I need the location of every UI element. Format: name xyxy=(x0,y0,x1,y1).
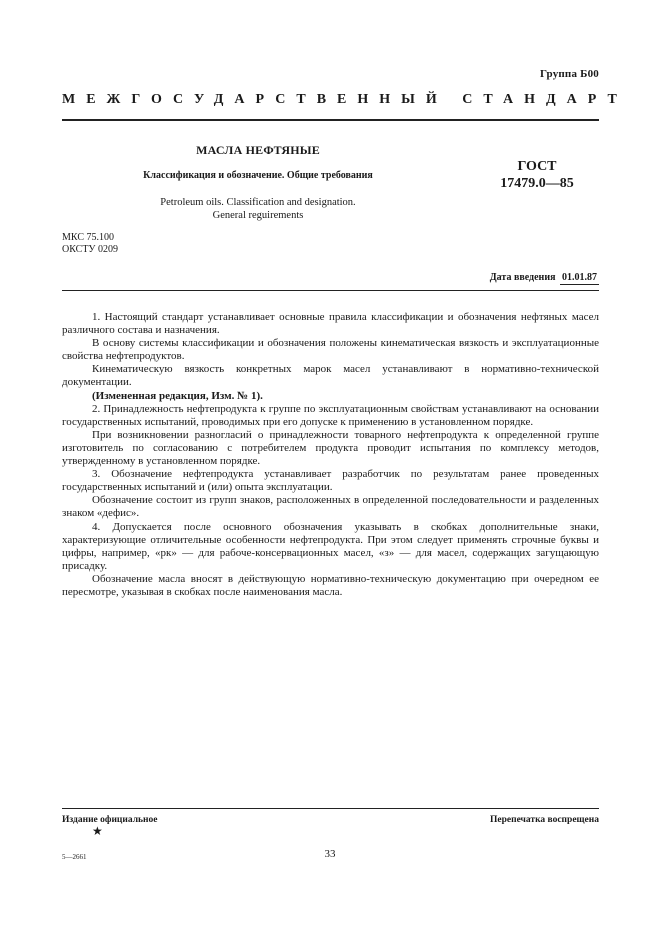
standard-designation xyxy=(482,158,592,192)
mks-code: МКС 75.100 xyxy=(62,232,114,243)
document-subtitle: Классификация и обозначение. Общие требования xyxy=(143,170,373,181)
print-code: 5—2661 xyxy=(62,853,87,861)
reprint-prohibited-label: Перепечатка воспрещена xyxy=(489,815,599,825)
date-divider xyxy=(62,290,599,291)
paragraph-1: 1. Настоящий стандарт устанавливает основные правила классификации и обозначения нефтяных масел различного состава и назначения. xyxy=(62,311,599,337)
paragraph-3: Кинематическую вязкость конкретных марок масел устанавливают в нормативно-технической документации. xyxy=(62,363,599,389)
paragraph-9: 4. Допускается после основного обозначения указывать в скобках дополнительные знаки, характеризующие отличительные особенности нефтепродукта. При этом следует применять строчные буквы и цифры, например, «рк» — для рабоче-консервационных масел, «з» — для масел, содержащих загущающую присадку. xyxy=(62,520,599,572)
standard-designation-prefix: ГОСТ xyxy=(517,159,557,174)
paragraph-5: 2. Принадлежность нефтепродукта к группе по эксплуатационным свойствам устанавливают на основании государственных испытаний, проводимых при его допуске к применению в установленном порядке. xyxy=(62,402,599,428)
star-icon: ★ xyxy=(92,824,103,838)
english-title-line-2: General reguirements xyxy=(212,210,304,221)
paragraph-7: 3. Обозначение нефтепродукта устанавливает разработчик по результатам ранее проведенных государственных испытаний и (или) опыта эксплуатации. xyxy=(62,468,599,494)
document-title: МАСЛА НЕФТЯНЫЕ xyxy=(196,143,320,157)
paragraph-6: При возникновении разногласий о принадлежности товарного нефтепродукта к определенной группе изготовитель по согласованию с потребителем продукта проводит испытания по комплексу методов, утвержденному в установленном порядке. xyxy=(62,428,599,468)
standard-banner-text: МЕЖГОСУДАРСТВЕННЫЙ СТАНДАРТ xyxy=(62,92,628,107)
standard-designation-number: 17479.0—85 xyxy=(500,176,574,191)
paragraph-2: В основу системы классификации и обозначения положены кинематическая вязкость и эксплуатационные свойства нефтепродуктов. xyxy=(62,337,599,363)
english-title-line-1: Petroleum oils. Classification and designation. xyxy=(160,197,356,208)
english-title xyxy=(130,196,386,222)
body-text xyxy=(62,311,599,599)
effective-date xyxy=(490,272,599,285)
effective-date-label: Дата введения xyxy=(489,272,556,283)
okstu-code: ОКСТУ 0209 xyxy=(62,243,119,255)
page-number: 33 xyxy=(324,848,336,860)
paragraph-8: Обозначение состоит из групп знаков, расположенных в определенной последовательности и разделенных знаком «дефис». xyxy=(62,494,599,520)
official-edition-label: Издание официальное xyxy=(62,815,158,825)
effective-date-value: 01.01.87 xyxy=(562,272,597,283)
classification-codes xyxy=(62,232,118,255)
group-code: Группа Б00 xyxy=(540,68,599,80)
amendment-note: (Измененная редакция, Изм. № 1). xyxy=(92,389,263,402)
footer-divider xyxy=(62,808,599,809)
standard-banner xyxy=(62,90,628,110)
paragraph-10: Обозначение масла вносят в действующую нормативно-техническую документацию при очередном ее пересмотре, указывая в скобках после наименования масла. xyxy=(62,572,599,598)
top-divider xyxy=(62,119,599,121)
